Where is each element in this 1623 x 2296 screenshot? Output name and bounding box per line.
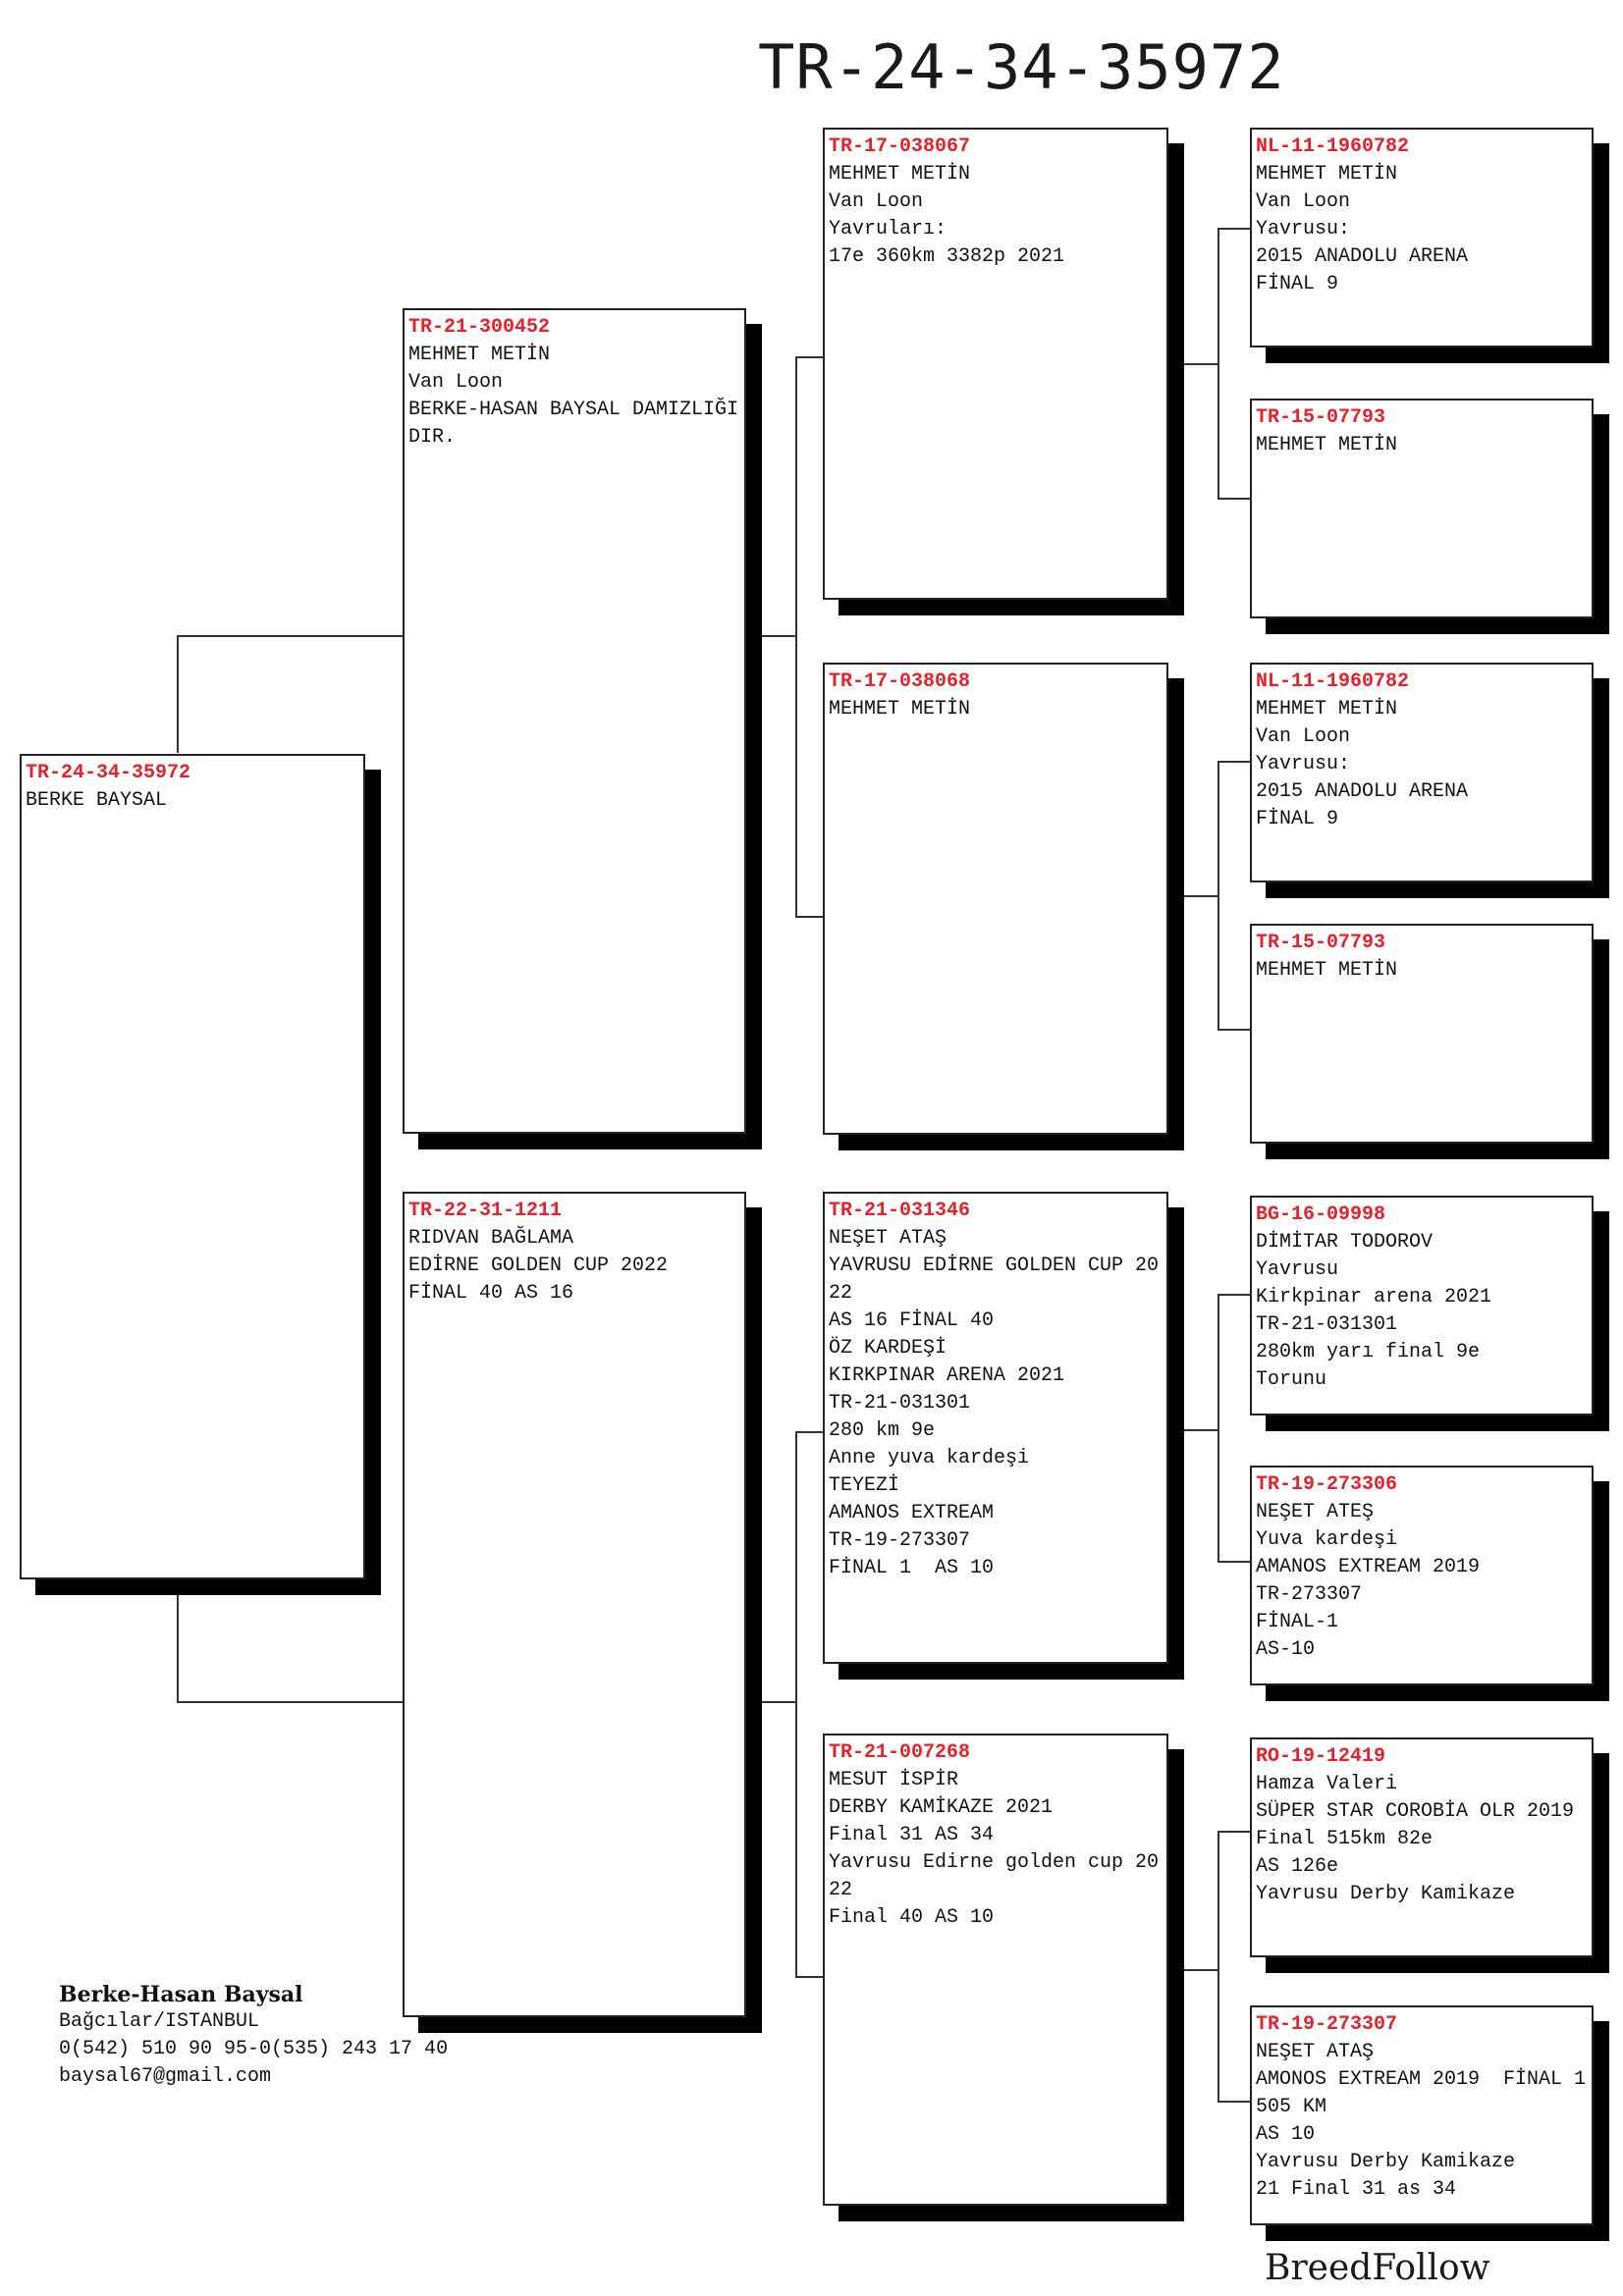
- ring-number: TR-19-273307: [1256, 2013, 1398, 2036]
- bird-detail-line: Yuva kardeşi: [1256, 1528, 1398, 1551]
- dam-card[interactable]: [403, 1192, 746, 2017]
- bird-detail-line: TR-21-031301: [829, 1392, 971, 1415]
- connector: [1217, 1561, 1252, 1563]
- bird-detail-line: AS 126e: [1256, 1855, 1339, 1878]
- dam-dam-card[interactable]: [823, 1734, 1168, 2206]
- bird-detail-line: FİNAL 9: [1256, 808, 1339, 830]
- bird-detail-line: 2015 ANADOLU ARENA: [1256, 245, 1469, 268]
- bird-detail-line: NEŞET ATEŞ: [1256, 1501, 1375, 1523]
- bird-detail-line: Final 515km 82e: [1256, 1828, 1434, 1850]
- bird-detail-line: DERBY KAMİKAZE 2021: [829, 1796, 1054, 1819]
- bird-detail-line: 280km yarı final 9e: [1256, 1341, 1481, 1363]
- ring-number: NL-11-1960782: [1256, 670, 1410, 693]
- breeder-name: Berke-Hasan Baysal: [59, 1982, 303, 2007]
- bird-detail-line: AMONOS EXTREAM 2019 FİNAL 1 505 KM: [1256, 2068, 1598, 2118]
- bird-detail-line: AMANOS EXTREAM: [829, 1502, 995, 1524]
- connector: [177, 635, 179, 753]
- ring-number: TR-17-038068: [829, 670, 971, 693]
- subject-bird-card[interactable]: [20, 754, 365, 1579]
- bird-detail-line: Yavrusu:: [1256, 218, 1351, 240]
- bird-detail-line: FİNAL 40 AS 16: [408, 1282, 574, 1305]
- connector: [177, 1582, 179, 1701]
- bird-detail-line: AMANOS EXTREAM 2019: [1256, 1556, 1481, 1578]
- bird-detail-line: Final 40 AS 10: [829, 1906, 995, 1929]
- bird-detail-line: Yavrusu Derby Kamikaze: [1256, 1883, 1516, 1905]
- bird-detail-line: AS 16 FİNAL 40: [829, 1309, 995, 1332]
- bird-detail-line: FİNAL 9: [1256, 273, 1339, 295]
- bird-detail-line: Torunu: [1256, 1368, 1327, 1391]
- bird-detail-line: TR-273307: [1256, 1583, 1363, 1606]
- connector: [744, 635, 795, 637]
- dsd-card[interactable]: [1250, 1466, 1594, 1685]
- bird-detail-line: DİMİTAR TODOROV: [1256, 1231, 1434, 1254]
- bird-detail-line: Yavrusu:: [1256, 753, 1351, 775]
- bird-detail-line: TR-19-273307: [829, 1529, 971, 1552]
- ring-number: TR-24-34-35972: [26, 762, 191, 784]
- bird-detail-line: TR-21-031301: [1256, 1313, 1398, 1336]
- bird-detail-line: Kirkpinar arena 2021: [1256, 1286, 1492, 1308]
- bird-detail-line: 2015 ANADOLU ARENA: [1256, 780, 1469, 803]
- connector: [1217, 1831, 1252, 1833]
- bird-detail-line: NEŞET ATAŞ: [1256, 2041, 1375, 2063]
- connector: [1170, 1429, 1217, 1431]
- bird-detail-line: MEHMET METİN: [1256, 959, 1398, 982]
- bird-detail-line: MESUT İSPİR: [829, 1769, 959, 1791]
- ring-number: TR-15-07793: [1256, 406, 1386, 429]
- connector: [744, 1701, 795, 1703]
- bird-detail-line: EDİRNE GOLDEN CUP 2022: [408, 1255, 669, 1277]
- pedigree-title: TR-24-34-35972: [758, 31, 1285, 103]
- connector: [1170, 363, 1217, 365]
- ring-number: RO-19-12419: [1256, 1745, 1386, 1768]
- bird-detail-line: FİNAL-1: [1256, 1611, 1339, 1633]
- connector: [177, 1701, 403, 1703]
- breeder-city: Bağcılar/ISTANBUL: [59, 2010, 260, 2033]
- bird-detail-line: MEHMET METİN: [829, 698, 971, 721]
- connector: [1217, 761, 1219, 1029]
- brand-logo: BreedFollow: [1265, 2248, 1490, 2288]
- connector: [795, 1431, 825, 1433]
- connector: [1217, 1294, 1252, 1296]
- ssd-card[interactable]: [1250, 399, 1594, 618]
- sds-card[interactable]: [1250, 663, 1594, 882]
- bird-detail-line: Final 31 AS 34: [829, 1824, 995, 1846]
- connector: [1217, 2101, 1252, 2103]
- connector: [1217, 498, 1252, 500]
- connector: [1217, 1831, 1219, 2101]
- ring-number: TR-21-031346: [829, 1200, 971, 1222]
- bird-detail-line: SÜPER STAR COROBİA OLR 2019: [1256, 1800, 1575, 1823]
- bird-detail-line: Yavrusu Derby Kamikaze: [1256, 2151, 1516, 2173]
- bird-detail-line: MEHMET METİN: [408, 344, 551, 366]
- bird-detail-line: Anne yuva kardeşi: [829, 1447, 1030, 1469]
- bird-detail-line: 21 Final 31 as 34: [1256, 2178, 1457, 2201]
- bird-detail-line: Van Loon: [829, 190, 924, 213]
- connector: [1217, 228, 1219, 498]
- bird-detail-line: BERKE BAYSAL: [26, 789, 168, 812]
- bird-detail-line: KIRKPINAR ARENA 2021: [829, 1364, 1065, 1387]
- bird-detail-line: AS 10: [1256, 2123, 1316, 2146]
- ring-number: TR-21-300452: [408, 316, 551, 339]
- bird-detail-line: 280 km 9e: [829, 1419, 936, 1442]
- sire-card[interactable]: [403, 308, 746, 1134]
- sire-dam-card[interactable]: [823, 663, 1168, 1135]
- ring-number: TR-21-007268: [829, 1741, 971, 1764]
- connector: [795, 356, 797, 916]
- connector: [795, 916, 825, 918]
- ring-number: TR-15-07793: [1256, 932, 1386, 954]
- bird-detail-line: MEHMET METİN: [1256, 698, 1398, 721]
- bird-detail-line: NEŞET ATAŞ: [829, 1227, 947, 1250]
- sss-card[interactable]: [1250, 128, 1594, 347]
- connector: [1217, 1294, 1219, 1561]
- breeder-email: baysal67@gmail.com: [59, 2065, 272, 2088]
- connector: [177, 635, 403, 637]
- connector: [1217, 761, 1252, 763]
- sdd-card[interactable]: [1250, 924, 1594, 1144]
- bird-detail-line: Van Loon: [1256, 190, 1351, 213]
- bird-detail-line: TEYEZİ: [829, 1474, 900, 1497]
- dss-card[interactable]: [1250, 1196, 1594, 1415]
- bird-detail-line: MEHMET METİN: [1256, 163, 1398, 186]
- ring-number: TR-19-273306: [1256, 1473, 1398, 1496]
- bird-detail-line: Yavrusu Edirne golden cup 2022: [829, 1851, 1160, 1901]
- breeder-phone: 0(542) 510 90 95-0(535) 243 17 40: [59, 2038, 449, 2060]
- sire-sire-card[interactable]: [823, 128, 1168, 600]
- bird-detail-line: AS-10: [1256, 1638, 1316, 1661]
- bird-detail-line: BERKE-HASAN BAYSAL DAMIZLIĞIDIR.: [408, 399, 739, 449]
- ring-number: BG-16-09998: [1256, 1203, 1386, 1226]
- bird-detail-line: Yavruları:: [829, 218, 947, 240]
- bird-detail-line: Van Loon: [1256, 725, 1351, 748]
- connector: [1170, 1969, 1217, 1971]
- bird-detail-line: ÖZ KARDEŞİ: [829, 1337, 947, 1360]
- ring-number: TR-22-31-1211: [408, 1200, 563, 1222]
- connector: [795, 1976, 825, 1978]
- ring-number: TR-17-038067: [829, 135, 971, 158]
- bird-detail-line: FİNAL 1 AS 10: [829, 1557, 995, 1579]
- breeder-info: [59, 1981, 491, 2091]
- connector: [1217, 1029, 1252, 1031]
- connector: [795, 1431, 797, 1976]
- bird-detail-line: MEHMET METİN: [829, 163, 971, 186]
- bird-detail-line: Yavrusu: [1256, 1258, 1339, 1281]
- connector: [1217, 228, 1252, 230]
- ring-number: NL-11-1960782: [1256, 135, 1410, 158]
- ddd-card[interactable]: [1250, 2005, 1598, 2225]
- bird-detail-line: RIDVAN BAĞLAMA: [408, 1227, 574, 1250]
- bird-detail-line: MEHMET METİN: [1256, 434, 1398, 456]
- bird-detail-line: Van Loon: [408, 371, 504, 394]
- dam-sire-card[interactable]: [823, 1192, 1168, 1664]
- dds-card[interactable]: [1250, 1737, 1594, 1957]
- bird-detail-line: YAVRUSU EDİRNE GOLDEN CUP 2022: [829, 1255, 1160, 1305]
- bird-detail-line: Hamza Valeri: [1256, 1773, 1398, 1795]
- connector: [1170, 895, 1217, 897]
- connector: [795, 356, 825, 358]
- bird-detail-line: 17e 360km 3382p 2021: [829, 245, 1065, 268]
